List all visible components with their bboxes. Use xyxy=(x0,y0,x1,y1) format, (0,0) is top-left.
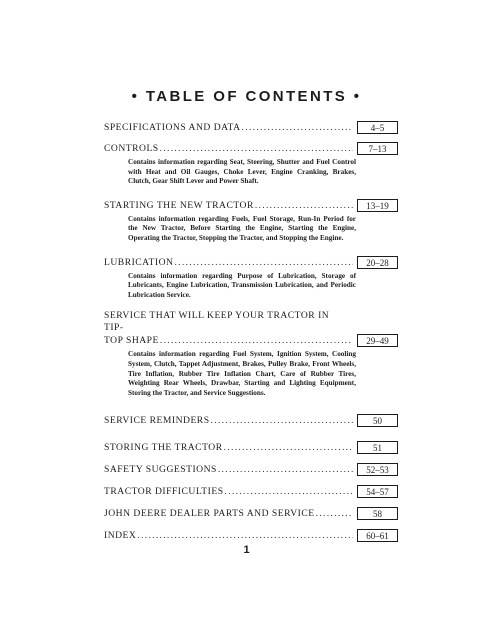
toc-entry-lubrication[interactable] xyxy=(104,256,398,301)
toc-page-box: 13–19 xyxy=(357,199,398,212)
toc-entry-difficulties[interactable] xyxy=(104,485,398,498)
dot-leader xyxy=(224,442,353,454)
toc-entry-label: TOP SHAPE xyxy=(104,335,159,347)
toc-entry-index[interactable] xyxy=(104,529,398,542)
table-of-contents xyxy=(104,121,398,542)
toc-entry-label: INDEX xyxy=(104,530,137,542)
page-number: 1 xyxy=(243,544,250,556)
toc-entry-starting[interactable] xyxy=(104,199,398,244)
toc-page-box: 7–13 xyxy=(357,142,398,155)
toc-page-box: 58 xyxy=(357,507,398,520)
dot-leader xyxy=(137,530,353,542)
dot-leader xyxy=(242,122,353,134)
toc-entry-label: CONTROLS xyxy=(104,143,159,154)
toc-entry-service-reminders[interactable] xyxy=(104,414,398,427)
dot-leader xyxy=(255,200,353,212)
page-title: • TABLE OF CONTENTS • xyxy=(131,88,362,105)
toc-page-box: 52–53 xyxy=(357,463,398,476)
toc-entry-description: Contains information regarding Fuel System, Ignition System, Cooling System, Clutch, Tappet Adjustment, Brakes, Pulley Brake, Front Wheels, Tire Inflation, Rubber Tire Inflation Chart, Care of Rubber Tires, Weighting Rear Wheels, Drawbar, Starting and Lighting Equipment, Storing the Tractor, and Service Suggestions. xyxy=(128,350,356,397)
toc-page-box: 29–49 xyxy=(357,334,398,347)
toc-entry-label: STORING THE TRACTOR xyxy=(104,442,223,454)
toc-page-box: 50 xyxy=(357,414,398,427)
toc-entry-description: Contains information regarding Fuels, Fuel Storage, Run-In Period for the New Tractor, Before Starting the Engine, Starting the Engine, Operating the Tractor, Stopping the Tractor, and Stopping the Engine. xyxy=(128,214,356,242)
dot-leader xyxy=(160,143,353,155)
toc-entry-label: SPECIFICATIONS AND DATA xyxy=(104,122,241,133)
toc-page-box: 60–61 xyxy=(357,529,398,542)
toc-entry-description: Contains information regarding Seat, Steering, Shutter and Fuel Control with Heat and Oil Gauges, Choke Lever, Engine Cranking, Brakes, Clutch, Gear Shift Lever and Power Shaft. xyxy=(128,158,356,186)
toc-entry-specifications[interactable] xyxy=(104,121,398,134)
toc-entry-label: SAFETY SUGGESTIONS xyxy=(104,464,217,476)
dot-leader xyxy=(316,508,353,520)
toc-page-box: 51 xyxy=(357,441,398,454)
dot-leader xyxy=(211,415,353,427)
toc-entry-storing[interactable] xyxy=(104,441,398,454)
toc-page-box: 20–28 xyxy=(357,256,398,269)
toc-entry-safety[interactable] xyxy=(104,463,398,476)
toc-entry-label: STARTING THE NEW TRACTOR xyxy=(104,199,254,211)
toc-page-box: 54–57 xyxy=(357,485,398,498)
dot-leader xyxy=(174,257,353,269)
toc-entry-dealer[interactable] xyxy=(104,507,398,520)
toc-entry-label: TRACTOR DIFFICULTIES xyxy=(104,486,224,498)
toc-entry-label-line1: SERVICE THAT WILL KEEP YOUR TRACTOR IN TIP- xyxy=(104,310,330,334)
toc-entry-service[interactable] xyxy=(104,310,398,398)
toc-entry-label: LUBRICATION xyxy=(104,256,174,268)
dot-leader xyxy=(218,464,353,476)
toc-entry-label: JOHN DEERE DEALER PARTS AND SERVICE xyxy=(104,508,315,520)
toc-page-box: 4–5 xyxy=(357,121,398,134)
toc-entry-label: SERVICE REMINDERS xyxy=(104,415,210,427)
toc-entry-controls[interactable] xyxy=(104,142,398,187)
toc-entry-description: Contains information regarding Purpose of Lubrication, Storage of Lubricants, Engine Lubrication, Transmission Lubrication, and Periodic Lubrication Service. xyxy=(128,271,356,299)
dot-leader xyxy=(225,486,353,498)
dot-leader xyxy=(160,335,353,347)
